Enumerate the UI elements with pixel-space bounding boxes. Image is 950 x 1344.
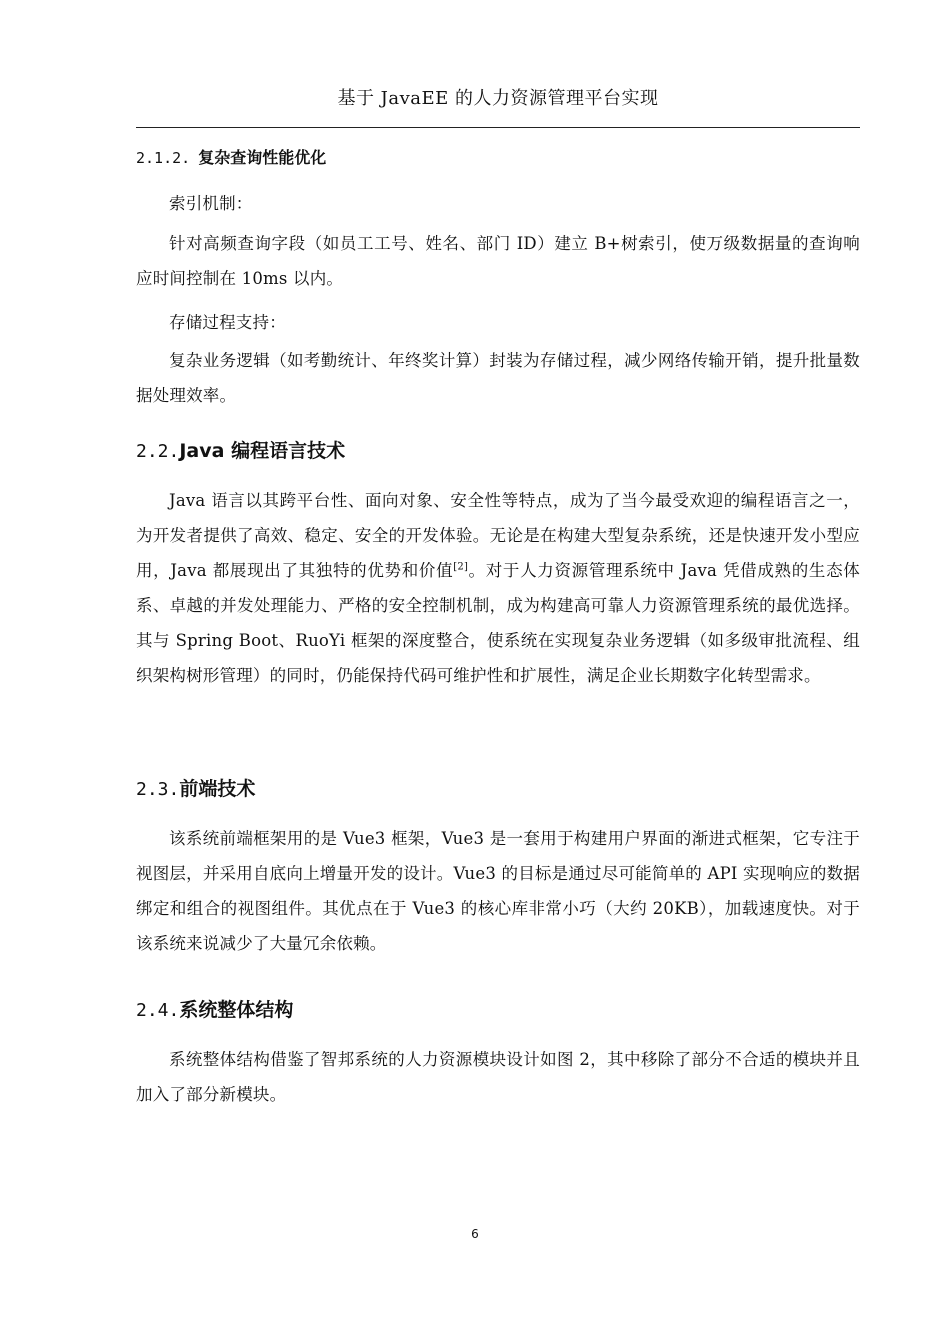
subsection-heading-2-1-2 xyxy=(136,146,326,170)
section-title: 前端技术 xyxy=(179,778,256,800)
paragraph-java-part1: Java 语言以其跨平台性、面向对象、安全性等特点，成为了当今最受欢迎的编程语言之一，为开发者提供了高效、稳定、安全的开发体验。无论是在构建大型复杂系统，还是快速开发小型应用，Java 都展现出了其独特的优势和价值 xyxy=(136,491,860,580)
subsection-title: 复杂查询性能优化 xyxy=(198,148,327,167)
paragraph-structure: 系统整体结构借鉴了智邦系统的人力资源模块设计如图 2，其中移除了部分不合适的模块并且加入了部分新模块。 xyxy=(136,1050,860,1104)
label-stored-procedure: 存储过程支持： xyxy=(169,313,286,332)
section-number: 2.3. xyxy=(136,779,180,800)
page-number: 6 xyxy=(471,1227,479,1241)
section-title: Java 编程语言技术 xyxy=(179,440,346,462)
section-heading-2-4 xyxy=(136,996,293,1025)
section-title: 系统整体结构 xyxy=(179,999,294,1021)
section-heading-2-2 xyxy=(136,437,345,466)
paragraph-frontend: 该系统前端框架用的是 Vue3 框架，Vue3 是一套用于构建用户界面的渐进式框架，它专注于视图层，并采用自底向上增量开发的设计。Vue3 的目标是通过尽可能简单的 API 实现响应的数据绑定和组合的视图组件。其优点在于 Vue3 的核心库非常小巧（大约 20KB），加载速度快。对于该系统来说减少了大量冗余依赖。 xyxy=(136,829,860,953)
paragraph-java-part2: 。对于人力资源管理系统中 Java 凭借成熟的生态体系、卓越的并发处理能力、严格的安全控制机制，成为构建高可靠人力资源管理系统的最优选择。其与 Spring Boot、RuoYi 框架的深度整合，使系统在实现复杂业务逻辑（如多级审批流程、组织架构树形管理）的同时，仍能保持代码可维护性和扩展性，满足企业长期数字化转型需求。 xyxy=(136,561,860,685)
paragraph-java xyxy=(136,483,860,693)
label-index-mechanism: 索引机制： xyxy=(169,194,253,213)
section-heading-2-3 xyxy=(136,775,255,804)
paragraph-stored-procedure: 复杂业务逻辑（如考勤统计、年终奖计算）封装为存储过程，减少网络传输开销，提升批量数据处理效率。 xyxy=(136,351,860,405)
header-divider xyxy=(136,127,860,128)
paragraph-index-mechanism: 针对高频查询字段（如员工工号、姓名、部门 ID）建立 B+树索引，使万级数据量的查询响应时间控制在 10ms 以内。 xyxy=(136,234,860,288)
page-header-title: 基于 JavaEE 的人力资源管理平台实现 xyxy=(337,88,659,109)
section-number: 2.2. xyxy=(136,441,180,462)
section-number: 2.4. xyxy=(136,1000,180,1021)
subsection-number: 2.1.2. xyxy=(136,149,191,167)
citation-ref-2: [2] xyxy=(453,561,469,573)
